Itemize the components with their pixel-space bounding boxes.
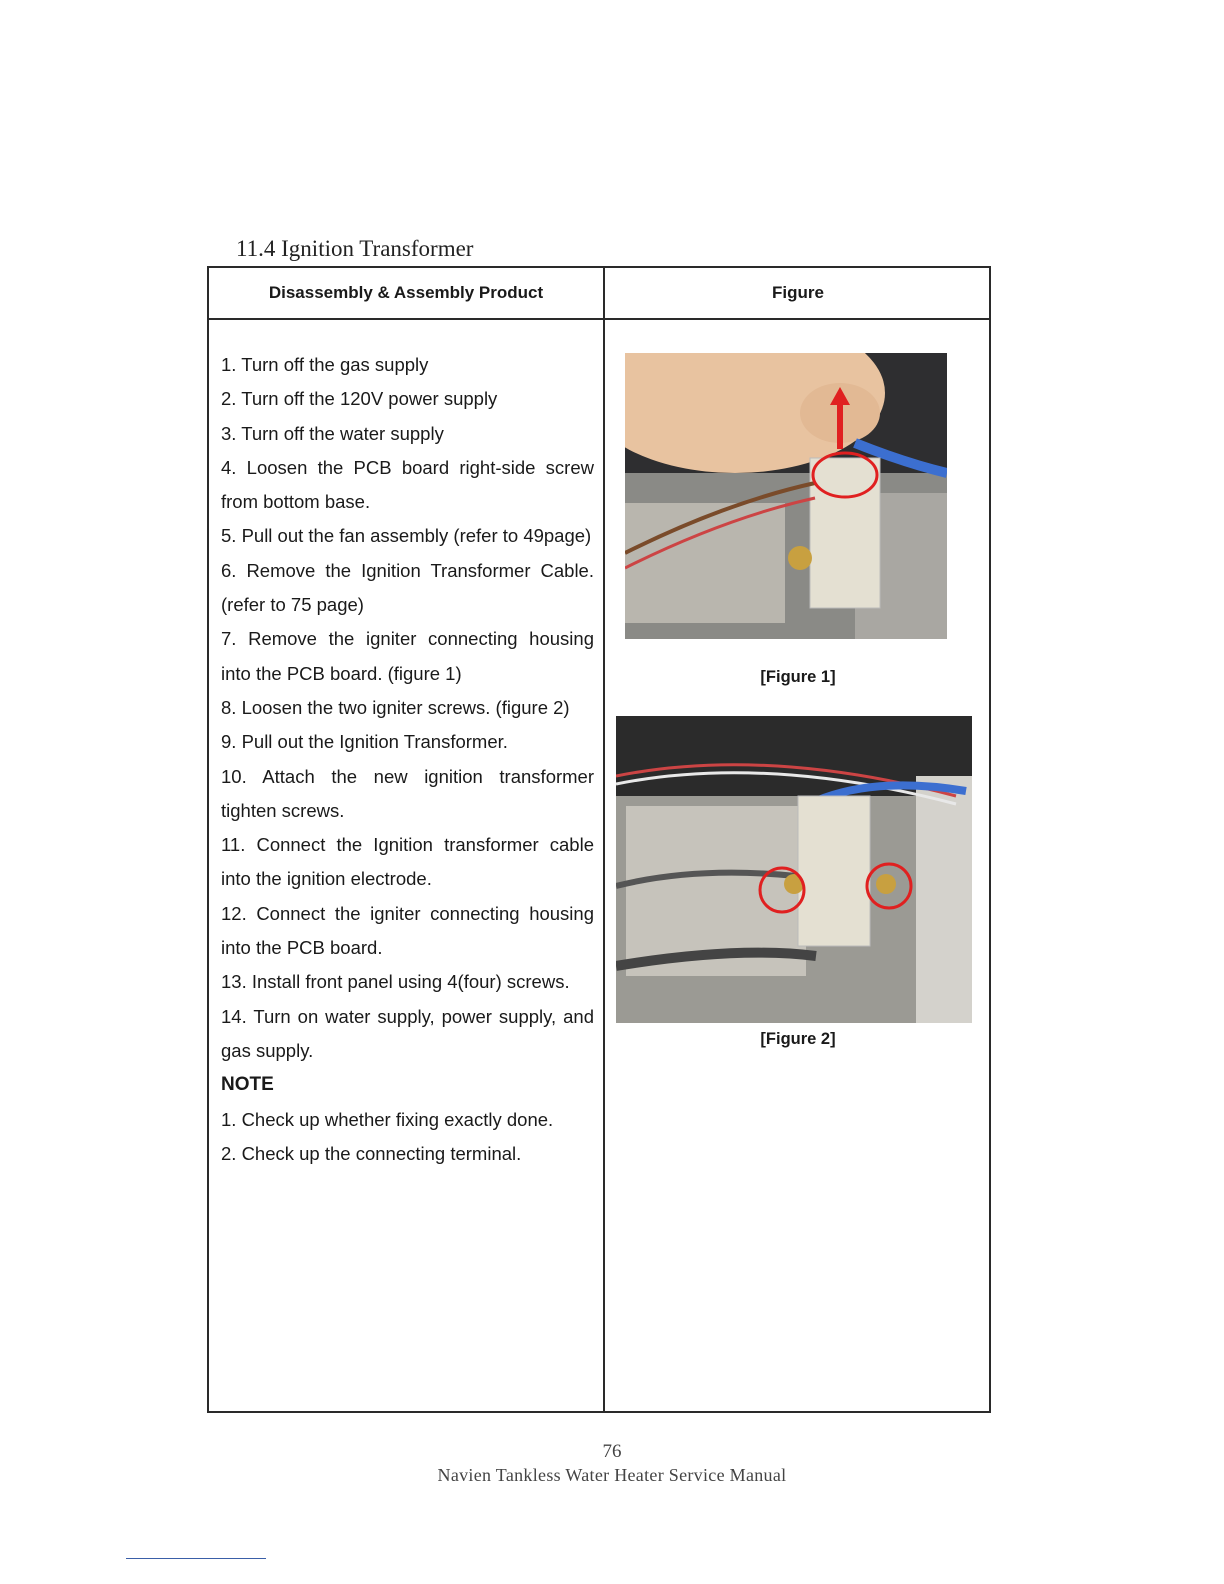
column-header-figure: Figure bbox=[772, 283, 824, 302]
step-3: 3. Turn off the water supply bbox=[221, 422, 444, 444]
note-item-2: 2. Check up the connecting terminal. bbox=[221, 1142, 522, 1164]
step-7: 7. Remove the igniter connecting housing into the PCB board. (figure 1) bbox=[221, 628, 594, 684]
figure-2-caption: [Figure 2] bbox=[760, 1030, 836, 1048]
step-8: 8. Loosen the two igniter screws. (figure 2) bbox=[221, 696, 570, 718]
figure-1-caption: [Figure 1] bbox=[760, 668, 836, 686]
step-9: 9. Pull out the Ignition Transformer. bbox=[221, 731, 508, 753]
step-10: 10. Attach the new ignition transformer tighten screws. bbox=[221, 765, 594, 821]
step-1: 1. Turn off the gas supply bbox=[221, 354, 429, 375]
manual-title-footer: Navien Tankless Water Heater Service Manual bbox=[437, 1465, 787, 1485]
column-divider bbox=[603, 268, 605, 1411]
step-4: 4. Loosen the PCB board right-side screw from bottom base. bbox=[221, 456, 594, 513]
step-5: 5. Pull out the fan assembly (refer to 49page) bbox=[221, 525, 592, 547]
procedure-steps bbox=[221, 348, 594, 1171]
step-12: 12. Connect the igniter connecting housing into the PCB board. bbox=[221, 902, 594, 959]
note-title: NOTE bbox=[221, 1074, 274, 1096]
section-title: 11.4 Ignition Transformer bbox=[236, 236, 474, 261]
figure-1-photo bbox=[625, 353, 947, 639]
footer-rule bbox=[126, 1558, 266, 1559]
procedure-table bbox=[207, 266, 991, 1413]
note-item-1: 1. Check up whether fixing exactly done. bbox=[221, 1108, 554, 1130]
step-11: 11. Connect the Ignition transformer cable into the ignition electrode. bbox=[221, 834, 594, 890]
figure-2-photo bbox=[616, 716, 972, 1023]
column-header-procedure: Disassembly & Assembly Product bbox=[268, 283, 544, 302]
step-2: 2. Turn off the 120V power supply bbox=[221, 388, 498, 410]
header-divider bbox=[209, 318, 989, 320]
page-number: 76 bbox=[602, 1441, 622, 1462]
step-13: 13. Install front panel using 4(four) screws. bbox=[221, 971, 570, 993]
step-14: 14. Turn on water supply, power supply, and gas supply. bbox=[221, 1005, 594, 1061]
step-6: 6. Remove the Ignition Transformer Cable. (refer to 75 page) bbox=[221, 559, 594, 616]
